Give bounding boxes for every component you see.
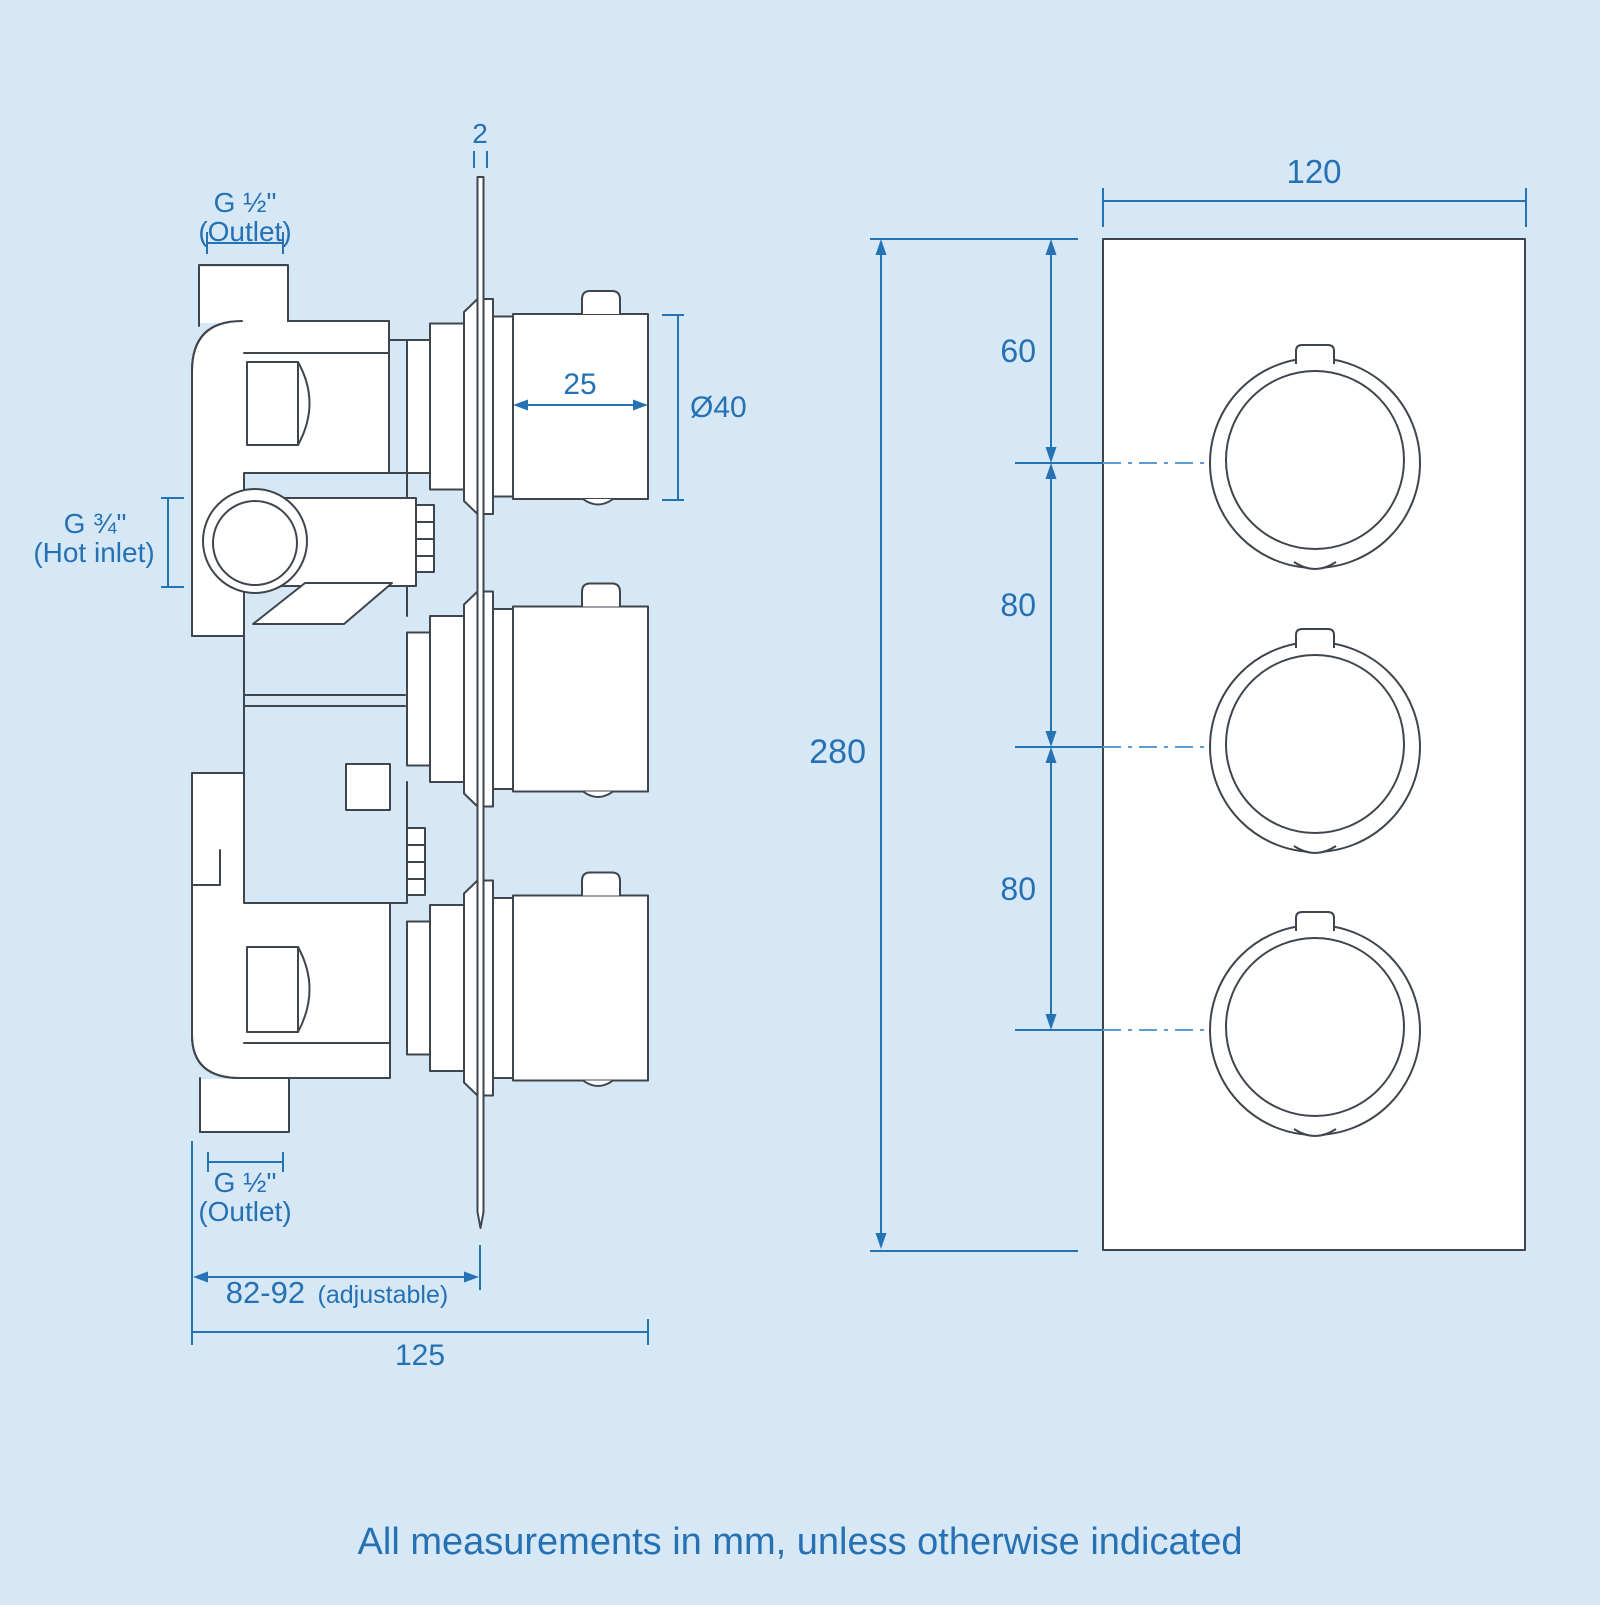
dim-label-120: 120 xyxy=(1286,153,1342,190)
hot-inlet-size-label: G ¾" xyxy=(63,508,127,539)
dim-label-280: 280 xyxy=(809,733,866,771)
top-outlet-name-label: (Outlet) xyxy=(198,216,292,247)
knob-assembly-side-3 xyxy=(407,873,648,1096)
dim-label-80-bottom: 80 xyxy=(1000,871,1036,907)
dim-hot-inlet xyxy=(161,498,184,587)
dim-120-line xyxy=(1103,188,1526,227)
dim-280-caps xyxy=(870,239,1078,1251)
mid-body-joint xyxy=(244,695,405,706)
knob-assembly-side-2 xyxy=(407,584,648,807)
dim-label-60: 60 xyxy=(1000,333,1036,369)
top-outlet-pipe-fill xyxy=(200,267,287,323)
dim-label-dia40: Ø40 xyxy=(690,391,747,424)
dim-label-80-top: 80 xyxy=(1000,587,1036,623)
top-bracket-step xyxy=(389,340,407,473)
dim-label-plate-thickness: 2 xyxy=(472,118,488,149)
dim-dia40-line xyxy=(662,315,684,500)
mid-body-right-edge xyxy=(390,586,407,903)
mid-body-port xyxy=(346,764,390,810)
bottom-outlet-pipe-fill xyxy=(201,1079,288,1131)
measurement-note: All measurements in mm, unless otherwise indicated xyxy=(357,1521,1243,1563)
bottom-outlet-size-label: G ½" xyxy=(213,1167,277,1198)
dim-label-25: 25 xyxy=(563,368,597,401)
top-outlet-size-label: G ½" xyxy=(213,187,277,218)
front-view xyxy=(809,153,1526,1251)
dim-label-125: 125 xyxy=(394,1339,446,1372)
dim-label-8292: 82-92 (adjustable) xyxy=(225,1275,449,1310)
side-view xyxy=(33,118,746,1372)
dim-plate-ticks xyxy=(474,151,487,168)
hot-inlet-name-label: (Hot inlet) xyxy=(33,537,155,568)
spline-teeth-mid xyxy=(416,505,434,572)
bottom-outlet-name-label: (Outlet) xyxy=(198,1196,292,1227)
hot-inlet-port-outer xyxy=(203,489,307,593)
spline-teeth-lower xyxy=(407,828,425,895)
